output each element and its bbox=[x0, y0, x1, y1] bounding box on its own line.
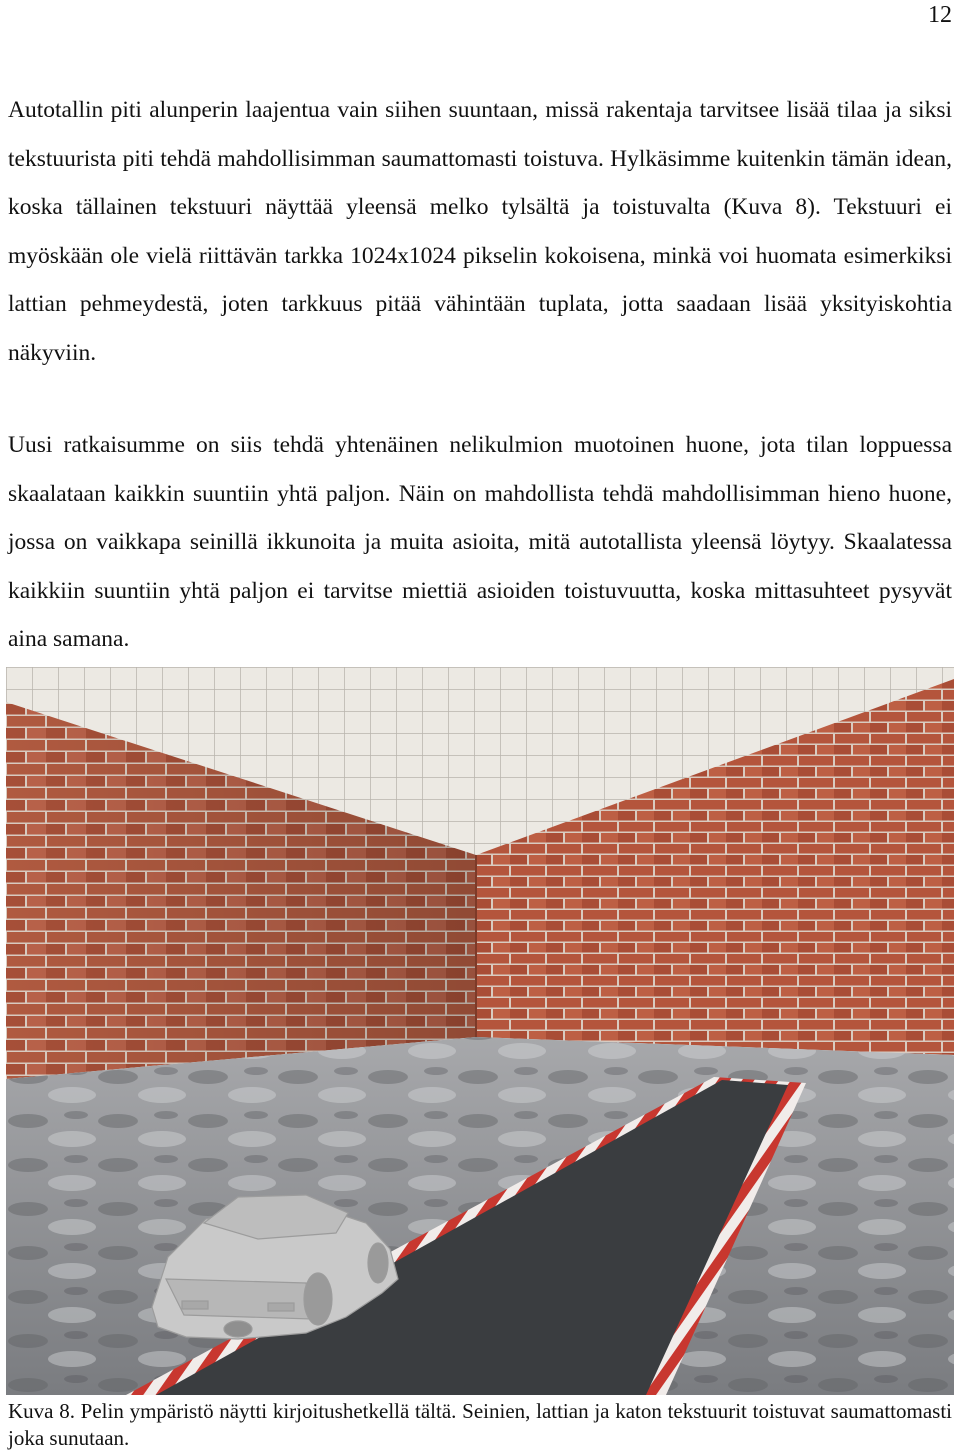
figure-garage-render bbox=[6, 667, 954, 1395]
figure-caption: Kuva 8. Pelin ympäristö näytti kirjoitushetkellä tältä. Seinien, lattian ja katon tekstuurit toistuvat saumattomasti joka sunutaan. bbox=[8, 1399, 952, 1450]
page-number: 12 bbox=[928, 2, 952, 28]
paragraph-2: Uusi ratkaisumme on siis tehdä yhtenäinen nelikulmion muotoinen huone, jota tilan loppuessa skaalataan kaikkin suuntiin yhtä paljon. Näin on mahdollista tehdä mahdollisimman hieno huone, jossa on vaikkapa seinillä ikkunoita ja muita asioita, mitä autotallista yleensä löytyy. Skaalatessa kaikkiin suuntiin yhtä paljon ei tarvitse miettiä asioiden toistuvuutta, koska mittasuhteet pysyvät aina samana. bbox=[8, 432, 952, 653]
paragraph-1: Autotallin piti alunperin laajentua vain siihen suuntaan, missä rakentaja tarvitsee lisää tilaa ja siksi tekstuurista piti tehdä mahdollisimman saumattomasti toistuva. Hylkäsimme kuitenkin tämän idean, koska tällainen tekstuuri näyttää yleensä melko tylsältä ja toistuvalta (Kuva 8). Tekstuuri ei myöskään ole vielä riittävän tarkka 1024x1024 pikselin kokoisena, minkä voi huomata esimerkiksi lattian pehmeydestä, joten tarkkuus pitää vähintään tuplata, jotta saadaan lisää yksityiskohtia näkyviin. bbox=[8, 97, 952, 366]
